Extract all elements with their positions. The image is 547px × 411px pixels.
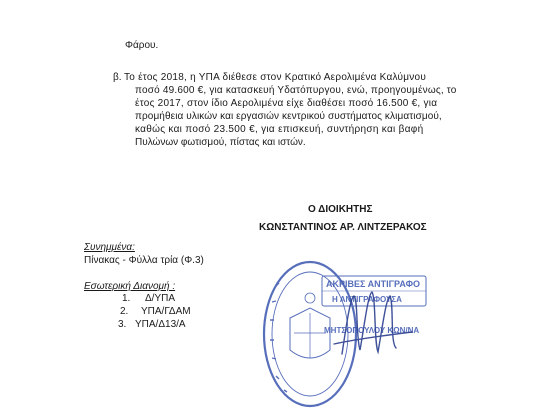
stamp-line-1: ΑΚΡΙΒΕΣ ΑΝΤΙΓΡΑΦΟ bbox=[326, 279, 420, 289]
attachments-heading: Συνημμένα: bbox=[84, 242, 135, 253]
item-b-line-5: καθώς και ποσό 23.500 €, για επισκευή, συντήρηση και βαφή bbox=[135, 124, 424, 135]
distribution-item-2: ΥΠΑ/ΓΔΑΜ bbox=[141, 306, 191, 317]
item-b-marker: β. bbox=[113, 72, 122, 83]
signature-role: Ο ΔΙΟΙΚΗΤΗΣ bbox=[308, 204, 373, 215]
distribution-item-1: Δ/ΥΠΑ bbox=[145, 293, 176, 304]
item-b-line-4: προμήθεια υλικών και εργασιών κεντρικού συστήματος κλιματισμού, bbox=[135, 111, 442, 122]
distribution-heading: Εσωτερική Διανομή : bbox=[84, 281, 176, 292]
stamp-line-2: Η ΑΝΤΙΓΡΑΦΟΥΣΑ bbox=[332, 295, 402, 304]
distribution-num-3: 3. bbox=[118, 319, 127, 330]
item-b-line-3: έτος 2017, στον ίδιο Αερολιμένα είχε διαθέσει ποσό 16.500 €, για bbox=[135, 98, 438, 109]
official-stamp-seal bbox=[262, 258, 440, 411]
item-b-line-2: ποσό 49.600 €, για κατασκευή Υδατόπυργου, ενώ, προηγουμένως, το bbox=[135, 85, 457, 96]
distribution-num-1: 1. bbox=[122, 293, 131, 304]
distribution-item-3: ΥΠΑ/Δ13/Α bbox=[135, 319, 186, 330]
body-line-0: Φάρου. bbox=[125, 40, 159, 51]
item-b-line-6: Πυλώνων φωτισμού, πίστας και ιστών. bbox=[135, 137, 306, 148]
distribution-num-2: 2. bbox=[120, 306, 129, 317]
signature-name: ΚΩΝΣΤΑΝΤΙΝΟΣ ΑΡ. ΛΙΝΤΖΕΡΑΚΟΣ bbox=[259, 222, 427, 233]
item-b-line-1: Το έτος 2018, η ΥΠΑ διέθεσε στον Κρατικό Αερολιμένα Καλύμνου bbox=[124, 72, 427, 83]
stamp-line-3: ΜΗΤΣΟΠΟΥΛΟΥ ΚΩΝ/ΝΑ bbox=[324, 326, 420, 335]
attachments-text: Πίνακας - Φύλλα τρία (Φ.3) bbox=[84, 255, 204, 266]
